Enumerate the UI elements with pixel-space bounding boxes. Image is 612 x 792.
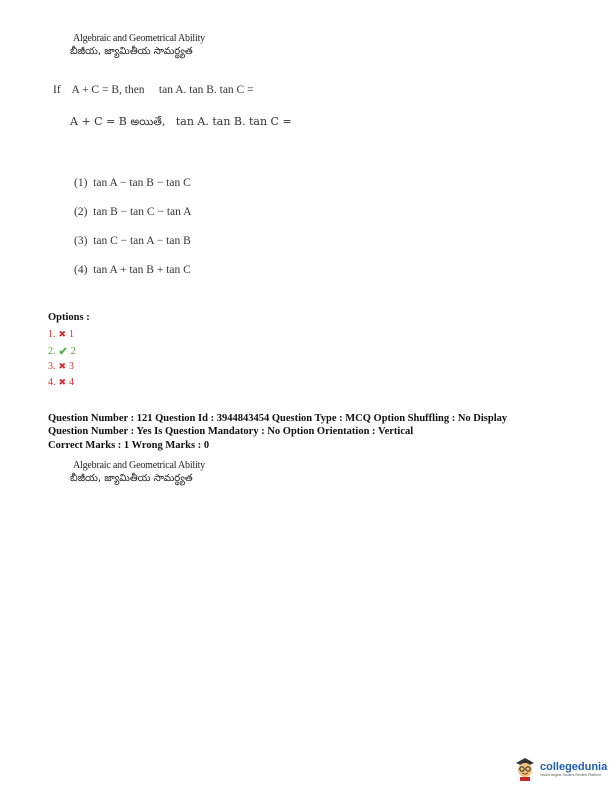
- option-index: 3.: [48, 361, 56, 372]
- option-index: 2.: [48, 346, 56, 357]
- option-value: 1: [69, 329, 75, 340]
- check-icon: ✔: [58, 346, 68, 358]
- options-heading: Options :: [48, 312, 90, 323]
- choice-4: (4) tan A + tan B + tan C: [74, 264, 191, 276]
- option-row-3: [48, 361, 74, 372]
- option-value: 4: [69, 377, 75, 388]
- choice-2: (2) tan B − tan C − tan A: [74, 206, 192, 218]
- option-value: 3: [69, 361, 75, 372]
- cross-icon: ✖: [58, 377, 67, 387]
- option-index: 1.: [48, 329, 56, 340]
- option-value: 2: [70, 346, 76, 357]
- logo-name: collegedunia: [540, 761, 608, 773]
- logo-tagline: India's largest Student Review Platform: [540, 773, 601, 777]
- section-title-en: Algebraic and Geometrical Ability: [73, 33, 205, 44]
- student-mascot-icon: [514, 757, 536, 781]
- question-meta-line3: Correct Marks : 1 Wrong Marks : 0: [48, 440, 210, 451]
- collegedunia-logo: [514, 757, 607, 781]
- question-meta-line1: Question Number : 121 Question Id : 3944843454 Question Type : MCQ Option Shuffling : No Display: [48, 413, 508, 424]
- question-text-te: A + C = B అయితే, tan A. tan B. tan C =: [70, 115, 292, 128]
- cross-icon: ✖: [58, 361, 67, 371]
- option-index: 4.: [48, 377, 56, 388]
- section-title-en-2: Algebraic and Geometrical Ability: [73, 460, 205, 471]
- cross-icon: ✖: [58, 329, 67, 339]
- section-title-te-2: బీజీయ, జ్యామితీయ సామర్థ్యత: [70, 473, 193, 484]
- choice-1: (1) tan A − tan B − tan C: [74, 177, 191, 189]
- question-text-en: If A + C = B, then tan A. tan B. tan C =: [53, 84, 254, 96]
- choice-3: (3) tan C − tan A − tan B: [74, 235, 191, 247]
- option-row-4: [48, 377, 74, 388]
- option-row-1: [48, 329, 74, 340]
- option-row-2: [48, 345, 76, 358]
- section-title-te: బీజీయ, జ్యామితీయ సామర్థ్యత: [70, 46, 193, 57]
- question-meta-line2: Question Number : Yes Is Question Mandatory : No Option Orientation : Vertical: [48, 426, 414, 437]
